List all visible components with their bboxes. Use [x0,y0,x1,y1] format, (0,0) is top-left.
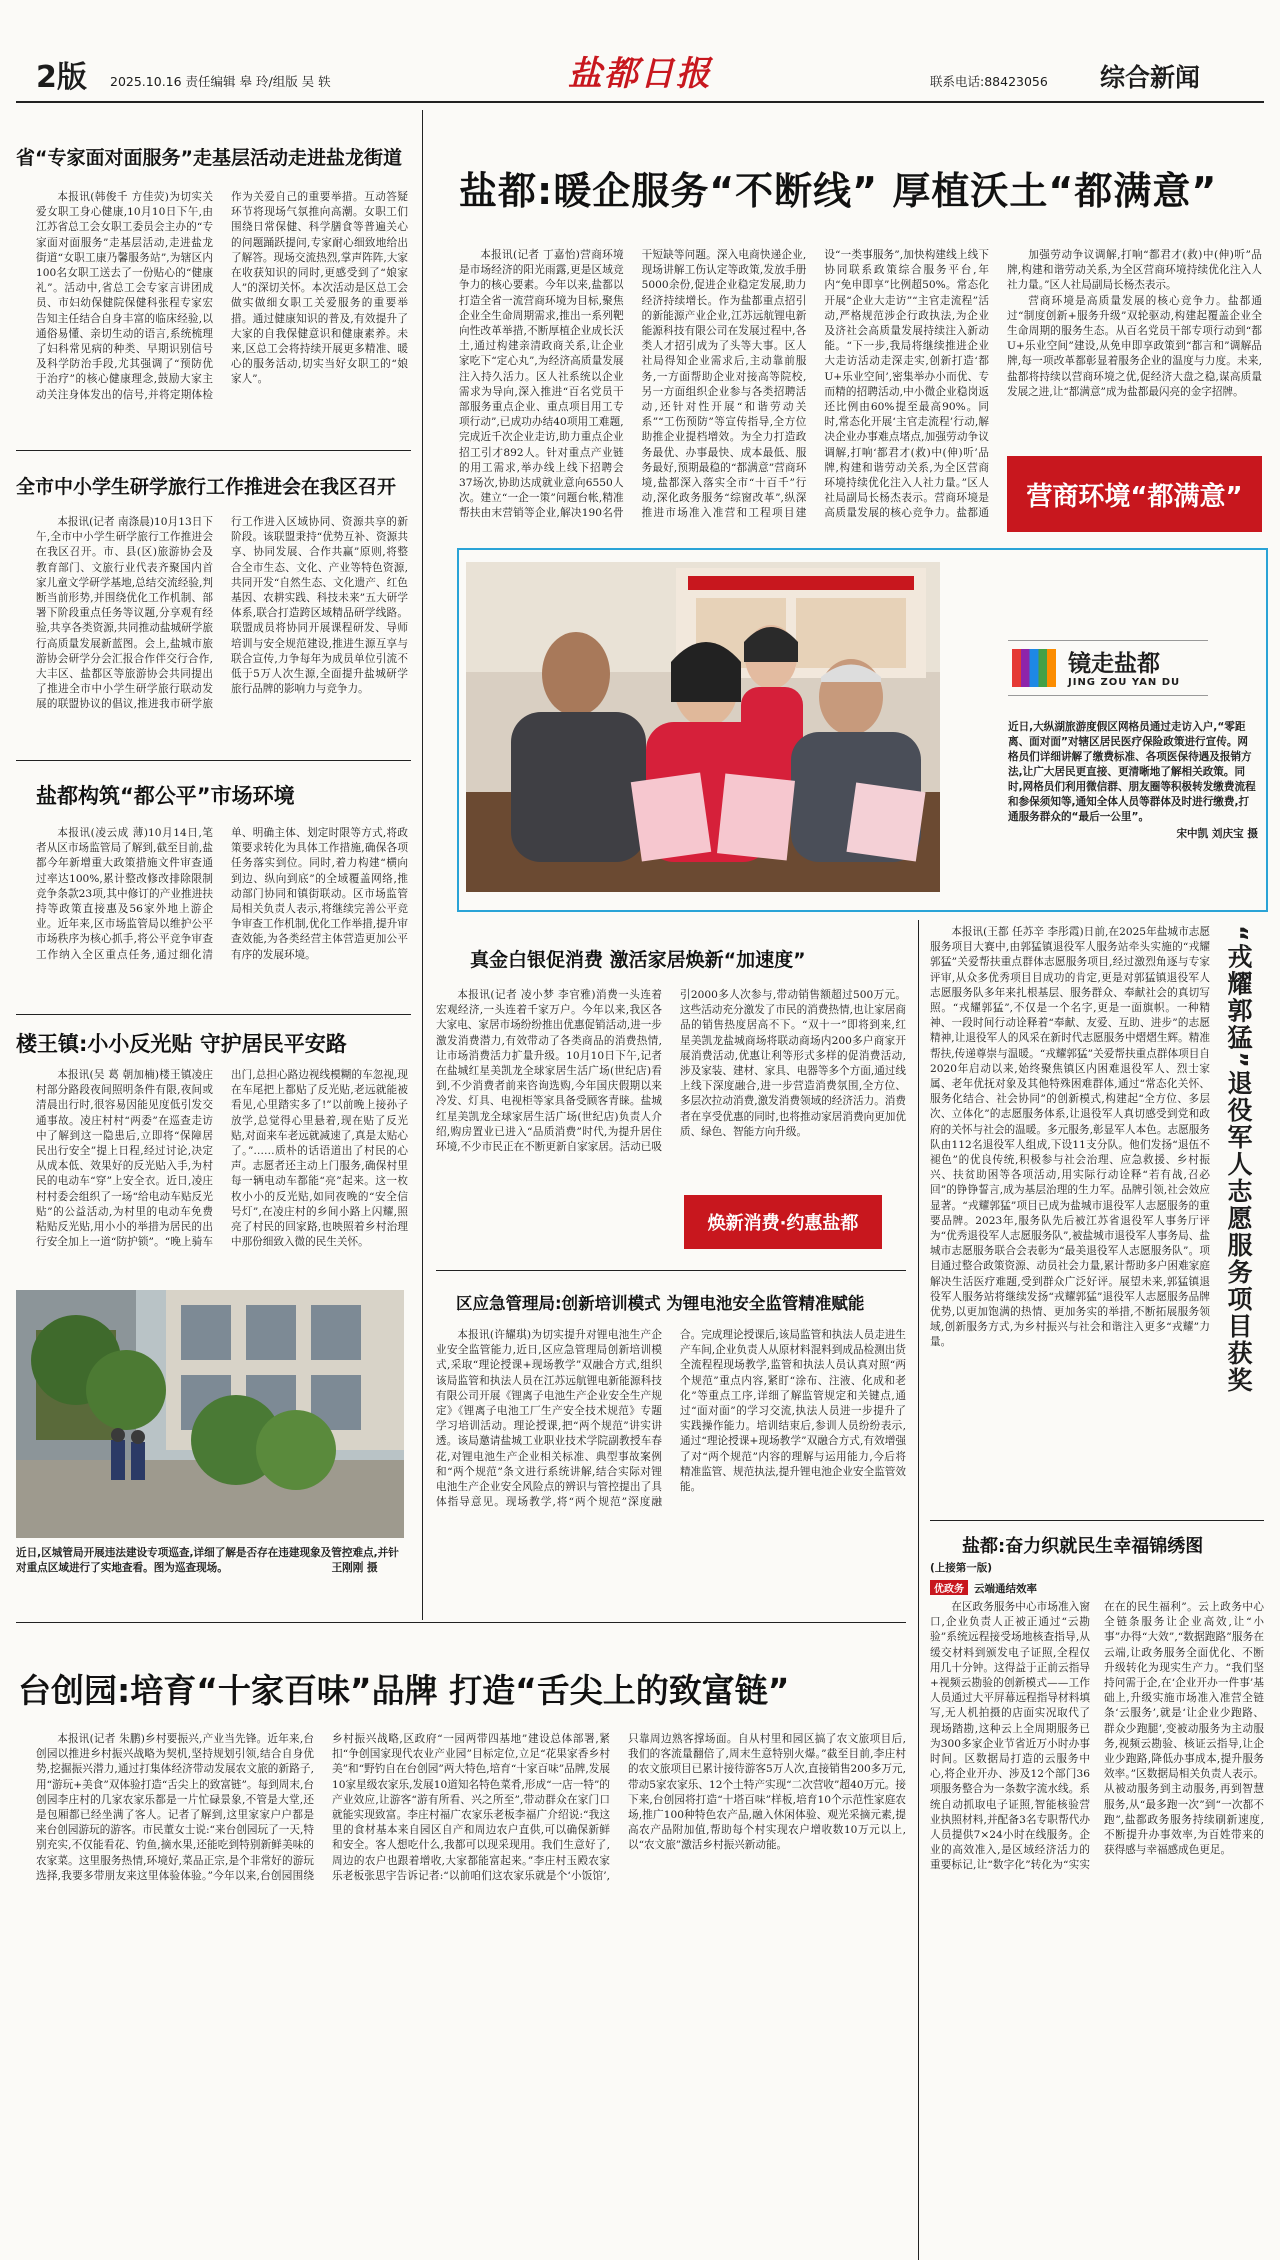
lead-headline: 盐都:暖企服务“不断线” 厚植沃土“都满意” [459,169,1218,213]
column-divider [918,920,919,2260]
divider [16,1014,411,1015]
article-body: 本报讯(许耀琪)为切实提升对锂电池生产企业安全监管能力,近日,区应急管理局创新培训模式,采取“理论授课+现场教学”双融合方式,组织该局监管和执法人员在江苏远航锂电新能源科技有限公司开展《锂离子电池生产企业安全生产规定》《锂离子电池工厂生产安全技术规范》专题学习培训活动。理论授课,把“两个规范”讲实讲透。该局邀请盐城工业职业技术学院副教授车春花,对锂电池生产企业相关标准、典型事故案例和“两个规范”条文进行系统讲解,结合实际对锂电池生产企业安全风险点的辨识与管控提出了具体指导意见。现场教学,将“两个规范”深度融合。完成理论授课后,该局监管和执法人员走进生产车间,企业负责人从原材料混料到成品检测出货全流程程现场教学,监管和执法人员认真对照“两个规范”重点内容,紧盯“涂布、注液、化成和老化”等重点工序,详细了解监管规定和关键点,通过“面对面”的学习交流,执法人员进一步提升了实践操作能力。培训结束后,参训人员纷纷表示,通过“理论授课+现场教学”双融合方式,有效增强了对“两个规范”内容的理解与运用能力,今后将精准监管、规范执法,提升锂电池企业安全监管效能。 [436,1329,906,1509]
tag-badge: 优政务 [930,1580,968,1595]
column-subtitle: JING ZOU YAN DU [1068,677,1181,688]
article-body: 本报讯(凌云成 薄)10月14日,笔者从区市场监管局了解到,截至目前,盐都今年新增重大政策措施文件审查通过率达100%,累计整改修改排除限制竞争条款23项,其中修订的产业推进扶持等政策直接惠及56家外地上游企业。近年来,区市场监管局以维护公平市场秩序为核心抓手,将公平竞争审查工作纳入全区重点任务,通过细化清单、明确主体、划定时限等方式,将政策要求转化为具体工作措施,确保各项任务落实到位。同时,着力构建“横向到边、纵向到底”的全域覆盖网络,推动部门协同和镇街联动。区市场监管局相关负责人表示,将继续完善公平竞争审查工作机制,优化工作举措,提升审查效能,为各类经营主体营造更加公平有序的发展环境。 [36,827,408,961]
article-headline: 真金白银促消费 激活家居焕新“加速度” [470,949,806,971]
article-body: 本报讯(吴 葛 朝加楠)楼王镇凌庄村部分路段夜间照明条件有限,夜间或清晨出行时,很容易因能见度低引发交通事故。凌庄村村“两委”在巡查走访中了解到这一隐患后,立即将“保障居民出行安全”提上日程,经过讨论,决定从成本低、效果好的反光贴入手,为村民的电动车“穿”上安全衣。近日,凌庄村村委会组织了一场“给电动车贴反光贴”的公益活动,为村里的电动车免费粘贴反光贴,用小小的举措为居民的出行安全加上一道“防护锁”。“晚上骑车出门,总担心路边视线模糊的车忽视,现在车尾把上都贴了反光贴,老远就能被看见,心里踏实多了!”以前晚上接孙子放学,总觉得心里悬着,现在贴了反光贴,对面来车老远就减速了,真是太贴心了。”……质朴的话语道出了村民的心声。志愿者还主动上门服务,确保村里每一辆电动车都能“亮”起来。这一枚枚小小的反光贴,如同夜晚的“安全信号灯”,在凌庄村的乡间小路上闪耀,照亮了村民的回家路,也映照着乡村治理中那份细致入微的民生关怀。 [36,1069,408,1249]
article-body: 本报讯(记者 南涤晨)10月13日下午,全市中小学生研学旅行工作推进会在我区召开。市、县(区)旅游协会及教育部门、文旅行业代表齐聚国内首家儿童文学研学基地,总结交流经验,判断当前形势,并围绕优化工作机制、部署下阶段重点任务等议题,分享观有经验,共享各类资源,共同推动盐城研学旅行高质量发展新蓝图。会上,盐城市旅游协会研学分会汇报合作伴交行合作,大丰区、盐都区等旅游协会共同提出了推进全市中小学生研学旅行联动发展的联盟协议的倡议,推进我市研学旅行工作进入区域协同、资源共享的新阶段。该联盟秉持“优势互补、资源共享、协同发展、合作共赢”原则,将整合全市生态、文化、产业等特色资源,共同开发“自然生态、文化遗产、红色基因、农耕实践、科技未来”五大研学体系,联合打造跨区域精品研学线路。联盟成员将协同开展课程研发、导师培训与安全规范建设,推进生源互享与联合宣传,力争每年为成员单位引流不低于5万人次生源,全面提升盐城研学旅行品牌的影响力与竞争力。 [36,516,408,711]
news-photo-inspection [16,1290,404,1538]
column-logo [1008,640,1208,696]
paper-name-logo: 盐都日报 [568,54,712,94]
column-divider [422,110,423,1620]
article-headline: 盐都:奋力织就民生幸福锦绣图 [962,1536,1204,1557]
consumption-banner: 焕新消费·约惠盐都 [684,1195,882,1249]
article-headline: 楼王镇:小小反光贴 守护居民平安路 [16,1032,347,1056]
photo-credit: 王刚刚 摄 [331,1562,378,1574]
article-body: 本报讯(韩俊千 方佳荧)为切实关爱女职工身心健康,10月10日下午,由江苏省总工会女职工委员会主办的“专家面对面服务”走基层活动,走进盐龙街道“女职工康乃馨服务站”,为辖区内100名女职工送去了一份贴心的“健康礼”。活动中,省总工会专家言讲团成员、市妇幼保健院保健科张程专家宏告知主任结合自身丰富的临床经验,以通俗易懂、亲切生动的语言,系统梳理了妇科常见病的种类、早期识别信号及科学防治手段,尤其强调了“预防优于治疗”的核心健康理念,鼓励大家主动关注身体发出的信号,并将定期体检作为关爱自己的重要举措。互动答疑环节将现场气氛推向高潮。女职工们围绕日常保健、科学膳食等普遍关心的问题踊跃提问,专家耐心细致地给出了解答。现场交流热烈,掌声阵阵,大家在收获知识的同时,更感受到了“娘家人”的深切关怀。本次活动是区总工会做实做细女职工关爱服务的重要举措。通过健康知识的普及,有效提升了大家的自我保健意识和健康素养。未来,区总工会将持续开展更多精准、暖心的服务活动,切实当好女职工的“娘家人”。 [36,191,408,401]
divider [16,1622,906,1623]
continued-note: (上接第一版) [930,1562,993,1574]
lead-body-continued: 加强劳动争议调解,打响“都君才(救)中(伸)听”品牌,构建和谐劳动关系,为全区营商环境持续优化注入人社力量。”区人社局副局长杨杰表示。 营商环境是高质量发展的核心竞争力。盐都通过“制度创新+服务升级”双轮驱动,构建起覆盖企业全生命周期的服务生态。从百名党员干部专项行动到“都U+乐业空间”建设,从免申即享政策到“都言和”调解品牌,每一项改革都彰显着服务企业的温度与力度。未来,盐都将持续以营商环境之优,促经济大盘之稳,谋高质量发展之进,让“都满意”成为盐都最闪亮的金字招牌。 [1007,249,1262,398]
article-body: 本报讯(记者 凌小梦 李官雅)消费一头连着宏观经济,一头连着千家万户。今年以来,我区各大家电、家居市场纷纷推出优惠促销活动,进一步激发消费潜力,有效带动了各类商品的消费热情,让市场消费活力扩量升级。10月10日下午,记者在盐城红星美凯龙全球家居生活广场(世纪店)看到,不少消费者前来咨询选购,今年国庆假期以来冷发、灯具、电视柜等家具备受顾客青睐。盐城红星美凯龙全球家居生活广场(世纪店)负责人介绍,购房置业已进入“品质消费”时代,为提升居住环境,不少市民正在不断更新自家家居。活动已吸引2000多人次参与,带动销售额超过500万元。这些活动充分激发了市民的消费热情,也让家居商品的销售热度居高不下。“双十一”即将到来,红星美凯龙盐城商场将联动商场内200多户商家开展消费活动,优惠让利等形式多样的促消费活动,涉及家装、建材、家具、电器等多个方面,通过线上线下深度融合,进一步营造消费氛围,全方位、多层次拉动消费,激发消费领域的经济活力。消费者在享受优惠的同时,也将推动家居消费向更加优质、绿色、智能方向升级。 [436,989,906,1154]
article-body: 在区政务服务中心市场准入窗口,企业负责人正被正通过“云勘验”系统远程接受场地核查指导,从缓交材料到颁发电子证照,全程仅用几十分钟。这得益于正前云指导+视频云勘验的创新模式——工作人员通过大平屏幕远程指导材料填写,无人机拍摄的店面实况取代了现场踏勘,这种云上全周期服务已为300多家企业节省近万小时办事时间。区数据局打造的云服务中心,将企业开办、涉及12个部门36项服务整合为一条数字流水线。系统自动抓取电子证照,智能核验营业执照材料,并配备3名专职帮代办人员提供7×24小时在线服务。企业的高效准入,是区域经济活力的重要标记,让“数字化”转化为“实实在在的民生福利”。云上政务中心全链条服务让企业高效,让“小事”办得“大效”,“数据跑路”服务在云端,让政务服务全面优化、不断升级转化为现实生产力。“我们坚持问需于企,在‘企业开办一件事’基础上,升级实施市场准入准营全链条‘云服务’,就是‘让企业少跑路、群众少跑腿’,变被动服务为主动服务,视频云勘验、核证云指导,让企业少跑路,降低办事成本,提升服务效率。”区数据局相关负责人表示。从被动服务到主动服务,再到智慧服务,从“最多跑一次”到“一次都不跑”,盐都政务服务持续刷新速度,不断提升办事效率,为百姓带来的获得感与幸福感成色更足。 [930,1601,1264,1872]
page-number: 2版 [36,60,87,95]
business-environment-banner: 营商环境“都满意” [1007,456,1262,532]
vertical-headline: “戎耀郭猛”退役军人志愿服务项目获奖 [1224,925,1253,1394]
lead-body: 本报讯(记者 丁嘉怡)营商环境是市场经济的阳光雨露,更是区域竞争力的核心要素。今年以来,盐都以打造全省一流营商环境为目标,聚焦企业全生命周期需求,推出一系列靶向性改革举措,不断厚植企业成长沃土,通过构建亲清政商关系,让企业家吃下“定心丸”,为经济高质量发展注入持久活力。区人社系统以企业需求为导向,深入推进“百名党员干部服务重点企业、重点项目用工专项行动”,已成功办结40项用工难题,完成近千次企业走访,助力重点企业招工引才892人。针对重点产业链的用工需求,举办线上线下招聘会37场次,协助达成就业意向6550人次。建立“一企一策”问题台帐,精准帮扶由末营销等企业,解决190名骨干短缺等问题。深入电商快递企业,现场讲解工伤认定等政策,发放手册5000余份,促进企业稳定发展,助力经济持续增长。作为盐都重点招引的新能源产业企业,江苏远航锂电新能源科技有限公司在发展过程中,各类人才招引成为了头等大事。区人社局得知企业需求后,主动靠前服务,一方面帮助企业对接高等院校,另一方面组织企业参与各类招聘活动,还针对性开展“和谐劳动关系”“工伤预防”等宣传指导,全方位助推企业提档增效。为全力打造政务最优、办事最快、成本最低、服务最好,预期最稳的“都满意”营商环境,盐都深入落实全市“十百千”行动,深化政务服务“综窗改革”,纵深推进市场准入准营和工程项目建设“一类事服务”,加快构建线上线下协同联系政策综合服务平台,年内“免申即享”比例超50%。常态化开展“企业大走访”“主官走流程”活动,严格规范涉企行政执法,为企业及济社会高质量发展持续注入新动能。“下一步,我局将继续推进企业大走访活动走深走实,创新打造‘都U+乐业空间’,密集举办小而优、专而精的招聘活动,中小微企业稳岗返还比例由60%提至最高90%。同时,常态化开展‘主官走流程’行动,解决企业办事难点堵点,加强劳动争议调解,打响‘都君才(救)中(伸)听’品牌,构建和谐劳动关系,为全区营商环境持续优化注入人社力量。”区人社局副局长杨杰表示。营商环境是高质量发展的核心竞争力。盐都通 [459,249,989,520]
divider [16,450,411,451]
article-headline: 盐都构筑“都公平”市场环境 [36,784,295,808]
article-headline: 全市中小学生研学旅行工作推进会在我区召开 [16,476,397,498]
divider [16,760,411,761]
contact-phone: 联系电话:88423056 [930,74,1048,89]
masthead-rule [16,101,1264,103]
article-headline: 区应急管理局:创新培训模式 为锂电池安全监管精准赋能 [456,1294,865,1313]
tag-text: 云端通结效率 [974,1583,1037,1595]
subsection-tag [930,1580,1037,1596]
date-editors: 2025.10.16 责任编辑 皋 玲/组版 吴 轶 [110,74,331,89]
article-headline: 省“专家面对面服务”走基层活动走进盐龙街道 [16,147,402,169]
section-name: 综合新闻 [1100,63,1201,92]
divider [436,1270,906,1271]
article-headline: 台创园:培育“十家百味”品牌 打造“舌尖上的致富链” [18,1671,790,1710]
article-body: 本报讯(王都 任苏辛 李彤霞)日前,在2025年盐城市志愿服务项目大赛中,由郭猛镇退役军人服务站牵头实施的“戎耀郭猛”关爱帮扶重点群体志愿服务项目,经过激烈角逐与专家评审,从众多优秀项目目成功的肯定,更是对郭猛镇退役军人志愿服务队多年来扎根基层、服务群众、奉献社会的真切写照。“戎耀郭猛”,不仅是一个名字,更是一面旗帜。一种精神、一段时间行动诠释着“奉献、友爱、互助、进步”的志愿精神,让退役军人的风采在新时代志愿服务中熠熠生辉。精准帮扶,传递尊崇与温暖。“戎耀郭猛”关爱帮扶重点群体项目自2020年启动以来,始终聚焦镇区内困难退役军人、烈士家属、老年优抚对象及其他特殊困难群体,通过“常态化关怀、服务化结合、社会协同”的创新模式,构建起“全方位、多层次、立体化”的志愿服务体系,让退役军人真切感受到党和政府的关怀与社会的温暖。多元服务,彰显军人本色。志愿服务队由112名退役军人组成,下设11支分队。他们发扬“退伍不褪色”的优良传统,积极参与社会治理、应急救援、乡村振兴、扶贫助困等各项活动,用实际行动诠释“若有战,召必回”的铮铮誓言,成为基层治理的生力军。品牌引领,社会效应显著。“戎耀郭猛”项目已成为盐城市退役军人志愿服务的重要品牌。2023年,服务队先后被江苏省退役军人事务厅评为“优秀退役军人志愿服务队”,被盐城市退役军人事务局、盐城市志愿服务联合会表彰为“最美退役军人志愿服务队”。项目通过整合政策资源、动员社会力量,累计帮助多户困难家庭解决生活医疗难题,受到群众广泛好评。展望未来,郭猛镇退役军人服务站将继续发扬“戎耀郭猛”退役军人志愿服务品牌优势,以更加饱满的热情、更加务实的举措,不断拓展服务领域,创新服务方式,为乡村振兴与社会和谐注入更多“戎耀”力量。 [930,926,1210,1349]
feature-credit: 宋中凯 刘庆宝 摄 [1176,828,1258,840]
photo-caption: 近日,区城管局开展违法建设专项巡查,详细了解是否存在违建现象及管控难点,并针对重点区域进行了实地查看。图为巡查现场。 王刚刚 摄 [16,1547,399,1574]
article-body: 本报讯(记者 朱鹏)乡村要振兴,产业当先锋。近年来,台创园以推进乡村振兴战略为契机,坚持规划引领,结合自身优势,挖掘振兴潜力,通过打集体经济带动发展农文旅的新路子,用“游玩+美食”双体验打造“舌尖上的致富链”。每到周末,台创园李庄村的几家农家乐都是一片忙碌景象,不管是大堂,还是包厢都已经坐满了客人。记者了解到,这里家家户户都是来台创园游玩的游客。市民董女士说:“来台创园玩了一天,特别充实,不仅能看花、钓鱼,摘水果,还能吃到特别新鲜美味的农家菜。这里服务热情,环境好,菜品正宗,是个非常好的游玩选择,我要多带朋友来这里体验体验。”今年以来,台创园围绕乡村振兴战略,区政府“一园两带四基地”建设总体部署,紧扣“争创国家现代农业产业园”目标定位,立足“花果家香乡村美”和“野钓自在台创园”两大特色,培育“十家百味”品牌,发展10家星级农家乐,发展10道知名特色菜肴,形成“一店一特”的产业效应,让游客“游有所看、兴之所至”,带动群众在家门口就能实现致富。李庄村福广农家乐老板李福广介绍说:“我这里的食材基本来自园区自产和周边农户直供,可以确保新鲜和安全。客人想吃什么,我都可以现采现用。我们生意好了,周边的农户也跟着增收,大家都能富起来。”李庄村玉殿农家乐老板张思宇告诉记者:“以前咱们这农家乐就是个‘小饭馆’,只靠周边熟客撑场面。自从村里和园区搞了农文旅项目后,我们的客流量翻倍了,周末生意特别火爆。”截至目前,李庄村的农文旅项目已累计接待游客5万人次,直接销售200多万元,带动5家农家乐、12个土特产实现“二次营收”超40万元。接下来,台创园将打造“十塔百味”样板,培育10个示范性家庭农场,推广100种特色农产品,融入休闲体验、观光采摘元素,提高农产品附加值,帮助每个村实现农户增收数10万元以上,以“农文旅”激活乡村振兴新动能。 [36,1733,906,1882]
column-title: 镜走盐都 [1068,651,1160,677]
divider [930,1520,1264,1521]
feature-photo-grid-workers [466,562,940,892]
feature-caption: 近日,大纵湖旅游度假区网格员通过走访入户,“零距离、面对面”对辖区居民医疗保险政策进行宣传。网格员们详细讲解了缴费标准、各项医保待遇及报销方法,让广大居民更直接、更清晰地了解相关政策。同时,网格员们利用微信群、朋友圈等积极转发缴费流程和参保须知等,通知全体人员等群体及时进行缴费,打通服务群众的“最后一公里”。 宋中凯 刘庆宝 摄 [1008,721,1258,840]
column-logo-stripes [1012,649,1056,687]
